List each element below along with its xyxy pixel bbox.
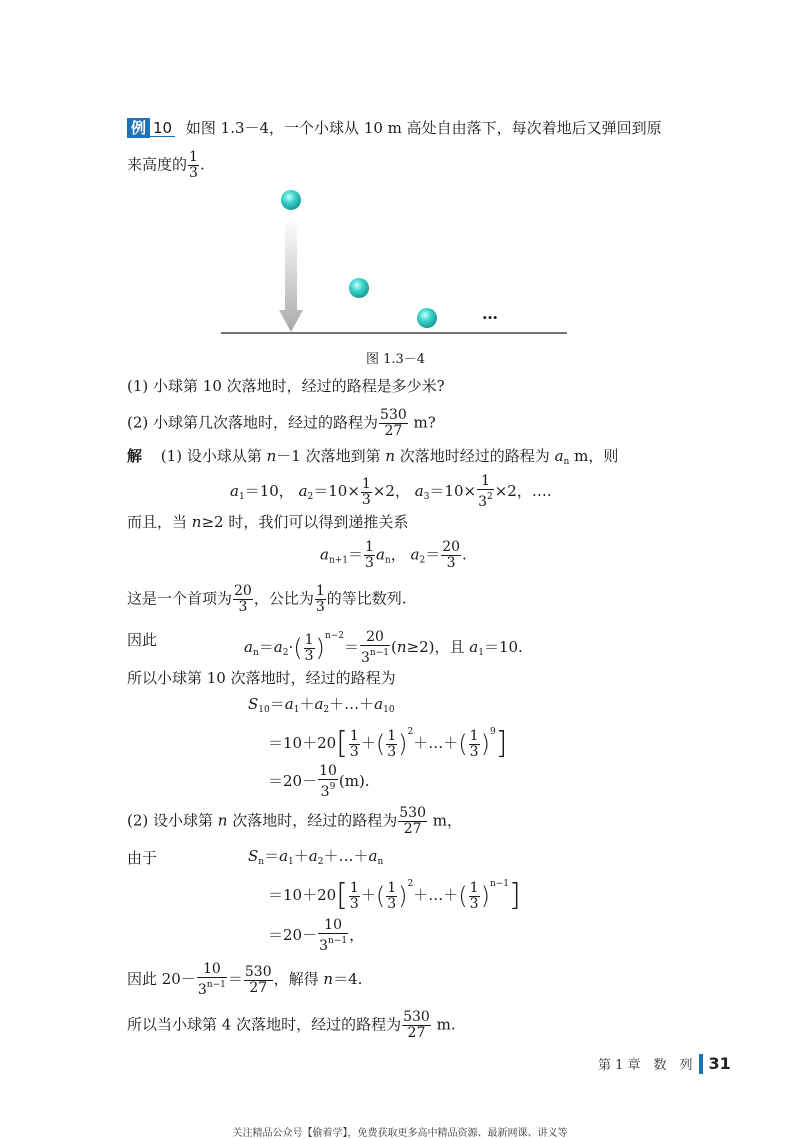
example-text-line2: 来高度的 $\frac{1}{3}$ . (127, 149, 205, 181)
fraction: $\frac{1}{3}$ (349, 879, 359, 912)
ball-3 (417, 308, 437, 328)
s10-intro: 所以小球第 10 次落地时，经过的路程为 (127, 669, 396, 687)
fraction: $\frac{1}{3}$ (469, 727, 479, 760)
fraction: $\frac{530}{27}$ (380, 407, 407, 439)
fraction: $\frac{20}{3}$ (442, 539, 461, 571)
fraction: $\frac{10}{3^9}$ (319, 763, 337, 800)
fraction: $\frac{1}{3}$ (387, 727, 397, 760)
sn-line1: $S_n=a_1+a_2+\dots+a_n$ (248, 847, 384, 867)
question-2: (2) 小球第几次落地时，经过的路程为 $\frac{530}{27}$ m? (127, 407, 436, 439)
fraction: $\frac{1}{3}$ (365, 539, 374, 571)
fraction: $\frac{1}{3}$ (387, 879, 397, 912)
sn-line2: ＝10＋20[ $\frac{1}{3}$ ＋( $\frac{1}{3}$ )$^2$＋…＋( $\frac{1}{3}$ )$^{n-1}$] (268, 878, 521, 913)
figure-ellipsis: … (482, 304, 498, 323)
fraction: $\frac{1}{3}$ (315, 583, 325, 615)
fraction: $\frac{530}{27}$ (403, 1009, 430, 1041)
ball-1 (281, 190, 301, 210)
fraction: $\frac{10}{3^{n-1}}$ (319, 917, 348, 954)
fraction: $\frac{1}{3}$ (189, 149, 198, 181)
solve-line: 因此 20－ $\frac{10}{3^{n-1}}$ ＝ $\frac{530}{27}$ ，解得 n＝4. (127, 961, 363, 998)
hence-label: 因此 (127, 631, 158, 649)
fraction: $\frac{10}{3^{n-1}}$ (197, 961, 226, 998)
since-label: 由于 (127, 849, 158, 867)
question-1: (1) 小球第 10 次落地时，经过的路程是多少米? (127, 377, 445, 395)
example-number: 10 (150, 118, 175, 137)
promo-footer: 关注精品公众号【偷着学】，免费获取更多高中精品资源、最新网课、讲义等 (232, 1128, 568, 1139)
recurrence-text: 而且，当 n≥2 时，我们可以得到递推关系 (127, 513, 409, 531)
page-number: 31 (708, 1054, 731, 1073)
s10-line2: ＝10＋20[ $\frac{1}{3}$ ＋( $\frac{1}{3}$ )$^2$＋…＋( $\frac{1}{3}$ )$^9$] (268, 726, 508, 761)
geometric-statement: 这是一个首项为 $\frac{20}{3}$ ，公比为 $\frac{1}{3}$ 的等比数列. (127, 583, 407, 615)
fraction: $\frac{530}{27}$ (399, 805, 426, 837)
chapter-label: 第 1 章 数 列 (598, 1058, 693, 1073)
figure-caption: 图 1.3－4 (366, 352, 426, 367)
equation-initial-terms: $a_1=10$， $a_2=10\times$ $\frac{1}{3}$ ×2， $a_3=10\times$ $\frac{1}{3^2}$ ×2，…. (230, 473, 552, 510)
fall-arrow (279, 218, 303, 332)
example-badge: 例 (127, 118, 150, 138)
s10-line3: ＝20－ $\frac{10}{3^9}$ (m). (268, 763, 370, 800)
ball-2 (349, 278, 369, 298)
sn-line3: ＝20－ $\frac{10}{3^{n-1}}$ ， (268, 917, 365, 954)
solution-label: 解 (127, 447, 143, 465)
fraction: $\frac{1}{3}$ (304, 631, 314, 664)
example-header (127, 118, 662, 138)
final-answer: 所以当小球第 4 次落地时，经过的路程为 $\frac{530}{27}$ m. (127, 1009, 456, 1041)
s10-line1: $S_{10}=a_1+a_2+\dots+a_{10}$ (248, 695, 395, 715)
fraction: $\frac{1}{3^2}$ (478, 473, 493, 510)
fraction: $\frac{1}{3}$ (469, 879, 479, 912)
general-term-equation: $a_n=a_2\cdot$( $\frac{1}{3}$ )$^{n-2}$＝ $\frac{20}{3^{n-1}}$ (n≥2)，且 $a_1=10$. (244, 629, 523, 666)
example-text-line1: 如图 1.3－4，一个小球从 10 m 高处自由落下，每次着地后又弹回到原 (185, 119, 662, 137)
fraction: $\frac{1}{3}$ (361, 475, 371, 508)
recurrence-equation: $a_{n+1}=$ $\frac{1}{3}$ $a_n$， $a_2=$ $\frac{20}{3}$ . (320, 539, 467, 571)
figure-bouncing-ball (215, 180, 575, 340)
fraction: $\frac{20}{3^{n-1}}$ (361, 629, 389, 666)
part2-intro: (2) 设小球第 n 次落地时，经过的路程为 $\frac{530}{27}$ m， (127, 805, 462, 837)
chapter-bar (699, 1054, 703, 1074)
fraction: $\frac{530}{27}$ (244, 963, 272, 996)
solution-intro: 解 (1) 设小球从第 n－1 次落地到第 n 次落地时经过的路程为 $a_n$ m，则 (127, 447, 619, 467)
page-footer (598, 1054, 731, 1074)
fraction: $\frac{20}{3}$ (234, 583, 252, 615)
fraction: $\frac{1}{3}$ (349, 727, 359, 760)
